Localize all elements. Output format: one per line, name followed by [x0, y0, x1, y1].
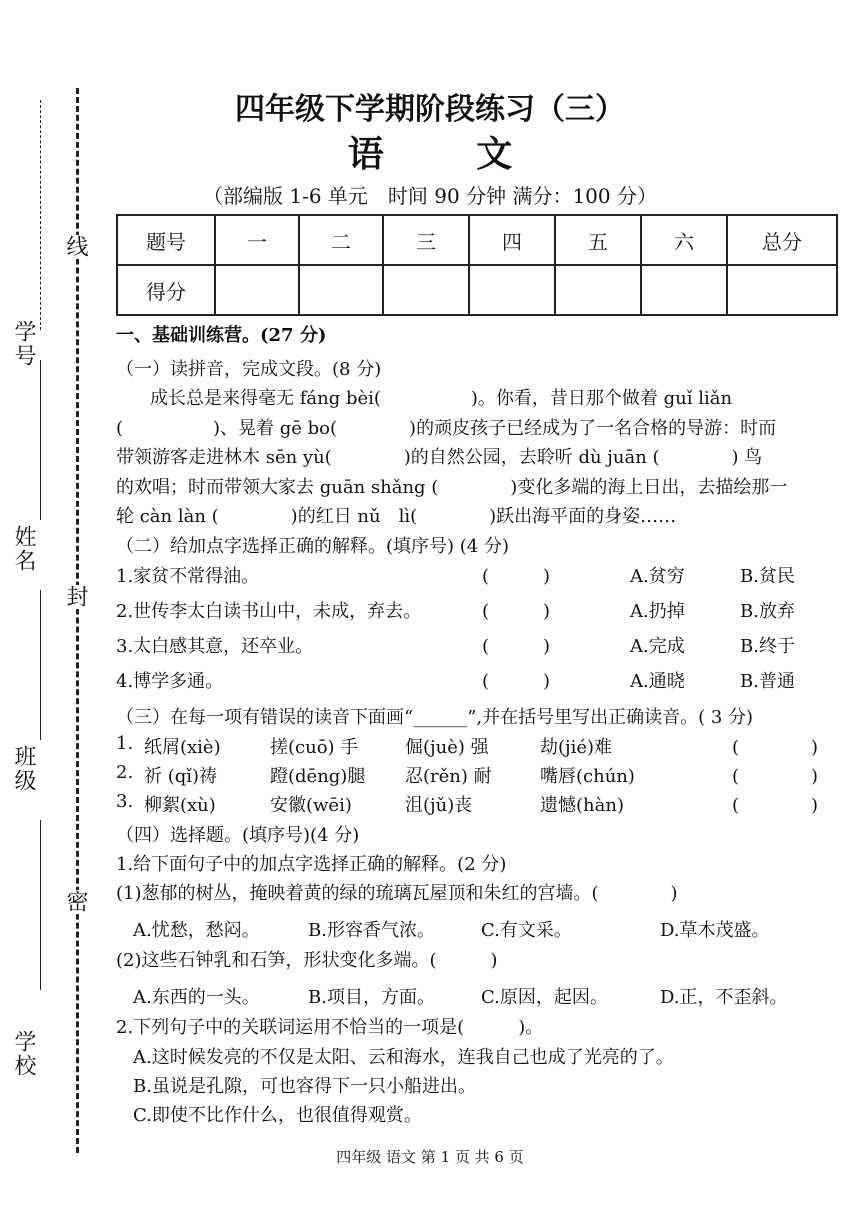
- part-title: （三）在每一项有错误的读音下面画“______”,并在括号里写出正确读音。( 3 分): [116, 707, 754, 728]
- section-title: 一、基础训练营。(27 分): [116, 325, 327, 346]
- word: 沮(jǔ)丧: [405, 795, 473, 816]
- class-label: 班级: [11, 745, 36, 793]
- score-input-cell[interactable]: [383, 265, 469, 315]
- seal-line-label: 线: [60, 235, 91, 259]
- answer-paren[interactable]: ( ): [482, 566, 551, 587]
- option-c: C.即使不比作什么，也很值得观赏。: [133, 1105, 422, 1126]
- word: 遗憾(hàn): [540, 795, 624, 816]
- option-a: A.完成: [630, 636, 685, 657]
- passage-line: 带领游客走进林木 sēn yù( )的自然公园，去聆听 dù juān ( ) 鸟: [116, 447, 763, 468]
- option-b: B.终于: [740, 636, 795, 657]
- table-row: [117, 215, 837, 265]
- answer-paren[interactable]: ( ): [482, 636, 551, 657]
- subject-title: 语 文: [347, 133, 553, 175]
- school-label: 学校: [11, 1030, 36, 1078]
- question-text: 4.博学多通。: [116, 671, 224, 692]
- table-cell: 一: [215, 215, 299, 265]
- table-cell: 五: [555, 215, 641, 265]
- score-input-cell[interactable]: [555, 265, 641, 315]
- score-input-cell[interactable]: [215, 265, 299, 315]
- seal-secret-label: 密: [60, 890, 91, 914]
- option-d: D.草木茂盛。: [660, 920, 770, 941]
- question-text: 2.世传李太白读书山中，未成，弃去。: [116, 601, 422, 622]
- option-b: B.项目，方面。: [308, 987, 435, 1008]
- score-input-cell[interactable]: [469, 265, 555, 315]
- option-b: B.贫民: [740, 566, 795, 587]
- option-c: C.有文采。: [481, 920, 572, 941]
- question-text: 1.家贫不常得油。: [116, 566, 260, 587]
- table-row: [117, 265, 837, 315]
- table-cell: 得分: [117, 265, 215, 315]
- passage-line: 轮 càn làn ( )的红日 nǔ lì( )跃出海平面的身姿……: [116, 506, 677, 527]
- passage-line: 的欢唱；时而带领大家去 guān shǎng ( )变化多端的海上日出，去描绘那一: [116, 477, 788, 498]
- word: 祈 (qǐ)祷: [144, 766, 218, 787]
- option-a: A.忧愁，愁闷。: [133, 920, 260, 941]
- option-d: D.正，不歪斜。: [660, 987, 788, 1008]
- answer-paren[interactable]: ( ): [482, 671, 551, 692]
- option-a: A.这时候发亮的不仅是太阳、云和海水，连我自己也成了光亮的了。: [133, 1047, 674, 1068]
- school-line: [40, 820, 41, 990]
- item-number: 2.: [116, 762, 134, 783]
- page-title: 四年级下学期阶段练习（三）: [235, 92, 625, 127]
- answer-paren[interactable]: ( ): [732, 766, 819, 787]
- name-label: 姓名: [11, 525, 36, 573]
- table-cell: 题号: [117, 215, 215, 265]
- option-a: A.扔掉: [630, 601, 685, 622]
- word: 忍(rěn) 耐: [405, 766, 492, 787]
- student-no-label: 学号: [11, 320, 36, 368]
- option-b: B.普通: [740, 671, 795, 692]
- table-cell: 四: [469, 215, 555, 265]
- question-text: 3.太白感其意，还卒业。: [116, 636, 314, 657]
- exam-info: （部编版 1-6 单元 时间 90 分钟 满分：100 分）: [203, 184, 657, 208]
- class-line: [40, 590, 41, 740]
- passage-line: 成长总是来得毫无 fáng bèi( )。你看，昔日那个做着 guǐ liǎn: [150, 388, 733, 409]
- score-table: [116, 214, 838, 316]
- score-input-cell[interactable]: [299, 265, 383, 315]
- option-b: B.形容香气浓。: [308, 920, 435, 941]
- table-cell: 六: [641, 215, 727, 265]
- question-text: 2.下列句子中的关联词运用不恰当的一项是( )。: [116, 1017, 544, 1038]
- answer-paren[interactable]: ( ): [482, 601, 551, 622]
- word: 劫(jié)难: [540, 737, 613, 758]
- word: 蹬(dēng)腿: [270, 766, 366, 787]
- name-line: [40, 360, 41, 520]
- question-text: (2)这些石钟乳和石笋，形状变化多端。( ): [116, 950, 498, 971]
- option-a: A.贫穷: [630, 566, 685, 587]
- part-title: （四）选择题。(填序号)(4 分): [116, 825, 360, 846]
- table-cell: 总分: [727, 215, 837, 265]
- question-text: (1)葱郁的树丛，掩映着黄的绿的琉璃瓦屋顶和朱红的宫墙。( ): [116, 883, 678, 904]
- score-input-cell[interactable]: [641, 265, 727, 315]
- word: 嘴唇(chún): [540, 766, 635, 787]
- word: 倔(juè) 强: [405, 737, 489, 758]
- word: 搓(cuō) 手: [270, 737, 359, 758]
- option-b: B.放弃: [740, 601, 795, 622]
- word: 纸屑(xiè): [144, 737, 221, 758]
- part-title: （二）给加点字选择正确的解释。(填序号) (4 分): [116, 536, 509, 557]
- part-title: （一）读拼音，完成文段。(8 分): [116, 359, 382, 380]
- option-a: A.通晓: [630, 671, 685, 692]
- passage-line: ( )、晃着 gē bo( )的顽皮孩子已经成为了一名合格的导游：时而: [116, 418, 777, 439]
- page-footer: 四年级 语文 第 1 页 共 6 页: [336, 1148, 524, 1166]
- option-a: A.东西的一头。: [133, 987, 260, 1008]
- word: 安徽(wēi): [270, 795, 352, 816]
- answer-paren[interactable]: ( ): [732, 795, 819, 816]
- item-number: 3.: [116, 791, 134, 812]
- table-cell: 三: [383, 215, 469, 265]
- table-cell: 二: [299, 215, 383, 265]
- seal-seal-label: 封: [60, 585, 91, 609]
- option-b: B.虽说是孔隙，可也容得下一只小船进出。: [133, 1076, 476, 1097]
- item-number: 1.: [116, 733, 134, 754]
- score-input-cell[interactable]: [727, 265, 837, 315]
- answer-paren[interactable]: ( ): [732, 737, 819, 758]
- question-text: 1.给下面句子中的加点字选择正确的解释。(2 分): [116, 854, 507, 875]
- option-c: C.原因，起因。: [481, 987, 608, 1008]
- word: 柳絮(xù): [144, 795, 216, 816]
